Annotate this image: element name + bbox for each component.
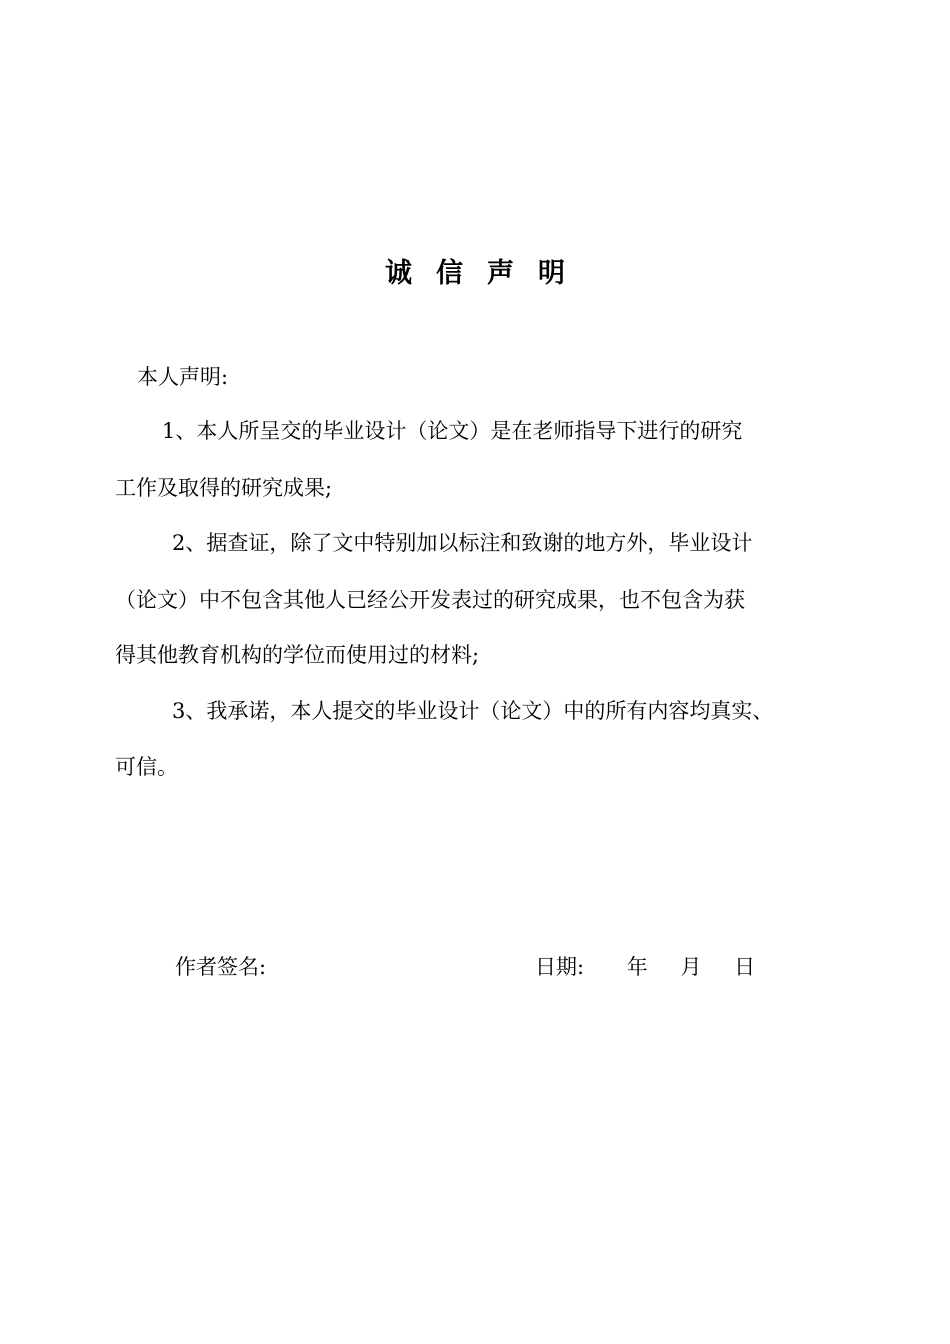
author-signature-label: 作者签名: — [175, 955, 267, 979]
date-day-label: 日 — [734, 955, 756, 979]
clause-2-line-1: 2、据查证，除了文中特别加以标注和致谢的地方外，毕业设计 — [172, 531, 753, 555]
date-field — [535, 952, 755, 982]
clause-2-line-3: 得其他教育机构的学位而使用过的材料; — [115, 643, 480, 667]
date-month-label: 月 — [680, 955, 702, 979]
date-year-label: 年 — [626, 955, 648, 979]
clause-3-line-1: 3、我承诺，本人提交的毕业设计（论文）中的所有内容均真实、 — [172, 699, 774, 723]
date-label: 日期: — [535, 955, 585, 979]
intro-text: 本人声明: — [137, 365, 229, 389]
clause-3-line-2: 可信。 — [115, 755, 178, 779]
page-title: 诚信声明 — [385, 258, 589, 289]
clause-1-line-1: 1、本人所呈交的毕业设计（论文）是在老师指导下进行的研究 — [162, 419, 743, 443]
clause-1-line-2: 工作及取得的研究成果; — [115, 476, 333, 500]
clause-2-line-2: （论文）中不包含其他人已经公开发表过的研究成果，也不包含为获 — [115, 588, 745, 612]
